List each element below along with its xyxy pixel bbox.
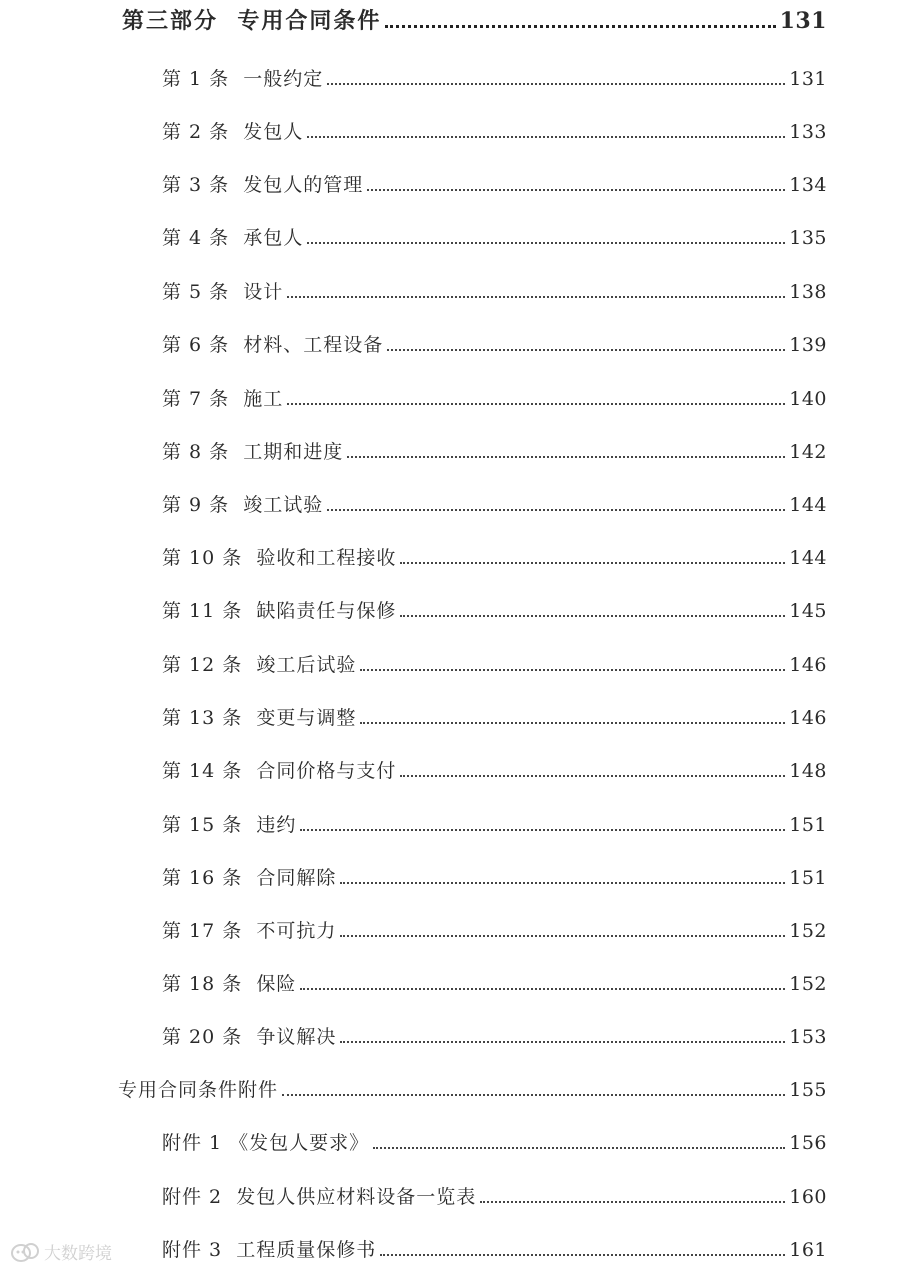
toc-entry-label: 第 9 条 竣工试验 (162, 494, 324, 516)
toc-entry[interactable] (162, 64, 827, 94)
toc-entry[interactable] (162, 756, 827, 786)
toc-page-number: 131 (789, 68, 827, 90)
toc-entry-label: 第三部分 专用合同条件 (122, 8, 382, 34)
toc-page-number: 146 (789, 707, 827, 729)
toc-entry-label: 第 1 条 一般约定 (162, 68, 324, 90)
toc-entry[interactable] (162, 490, 827, 520)
watermark (10, 1239, 112, 1264)
toc-page-number: 139 (789, 334, 827, 356)
toc-entry-label: 第 8 条 工期和进度 (162, 441, 344, 463)
dot-leader (400, 614, 785, 617)
toc-entry[interactable] (162, 437, 827, 467)
toc-entry-label: 第 5 条 设计 (162, 281, 284, 303)
toc-page-number: 160 (789, 1186, 827, 1208)
toc-entry[interactable] (162, 117, 827, 147)
toc-entry-label: 第 16 条 合同解除 (162, 867, 337, 889)
dot-leader (367, 188, 785, 191)
toc-entry-label: 附件 2 发包人供应材料设备一览表 (162, 1186, 477, 1208)
toc-entry-label: 第 18 条 保险 (162, 973, 297, 995)
toc-page-number: 155 (789, 1079, 827, 1101)
dot-leader (327, 508, 785, 511)
toc-entry-label: 第 12 条 竣工后试验 (162, 654, 357, 676)
dot-leader (480, 1200, 785, 1203)
toc-entry-label: 第 13 条 变更与调整 (162, 707, 357, 729)
toc-entry[interactable] (162, 170, 827, 200)
dot-leader (385, 24, 775, 28)
dot-leader (373, 1146, 785, 1149)
toc-entry[interactable] (162, 650, 827, 680)
toc-page-number: 146 (789, 654, 827, 676)
toc-entry-label: 第 3 条 发包人的管理 (162, 174, 364, 196)
toc-page-number: 142 (789, 441, 827, 463)
dot-leader (300, 987, 785, 990)
toc-entry-label: 第 17 条 不可抗力 (162, 920, 337, 942)
toc-page-number: 153 (789, 1026, 827, 1048)
toc-entry-label: 第 10 条 验收和工程接收 (162, 547, 397, 569)
toc-entry-label: 第 2 条 发包人 (162, 121, 304, 143)
toc-page-number: 152 (789, 973, 827, 995)
dot-leader (360, 721, 785, 724)
toc-page-number: 156 (789, 1132, 827, 1154)
toc-attachment[interactable] (162, 1182, 827, 1212)
toc-page-number: 140 (789, 388, 827, 410)
dot-leader (287, 402, 785, 405)
dot-leader (340, 934, 785, 937)
toc-entry[interactable] (162, 223, 827, 253)
watermark-logo-icon (10, 1241, 40, 1263)
toc-page-number: 151 (789, 814, 827, 836)
dot-leader (282, 1093, 785, 1096)
dot-leader (400, 774, 785, 777)
toc-attachment[interactable] (162, 1235, 827, 1265)
toc-entry[interactable] (162, 330, 827, 360)
toc-page-number: 144 (789, 547, 827, 569)
dot-leader (340, 881, 785, 884)
toc-page-number: 144 (789, 494, 827, 516)
dot-leader (327, 82, 785, 85)
dot-leader (387, 348, 785, 351)
toc-page-number: 135 (789, 227, 827, 249)
toc-entry[interactable] (162, 543, 827, 573)
toc-entry[interactable] (162, 863, 827, 893)
toc-entry-label: 第 15 条 违约 (162, 814, 297, 836)
dot-leader (300, 828, 785, 831)
toc-page-number: 131 (779, 8, 827, 34)
toc-entry[interactable] (162, 596, 827, 626)
toc-entry-label: 第 4 条 承包人 (162, 227, 304, 249)
toc-page-number: 145 (789, 600, 827, 622)
toc-page-number: 133 (789, 121, 827, 143)
toc-page-number: 152 (789, 920, 827, 942)
dot-leader (287, 295, 785, 298)
dot-leader (400, 561, 785, 564)
toc-entry-label: 第 7 条 施工 (162, 388, 284, 410)
toc-entry[interactable] (162, 1022, 827, 1052)
toc-entry[interactable] (162, 916, 827, 946)
toc-entry-label: 附件 3 工程质量保修书 (162, 1239, 377, 1261)
toc-entry-label: 第 14 条 合同价格与支付 (162, 760, 397, 782)
dot-leader (340, 1040, 785, 1043)
toc-page-number: 151 (789, 867, 827, 889)
toc-attachment[interactable] (162, 1128, 827, 1158)
toc-entry-label: 专用合同条件附件 (118, 1079, 279, 1101)
toc-entry-label: 第 6 条 材料、工程设备 (162, 334, 384, 356)
dot-leader (307, 241, 785, 244)
toc-page-number: 161 (789, 1239, 827, 1261)
toc-entry-label: 附件 1 《发包人要求》 (162, 1132, 370, 1154)
dot-leader (380, 1253, 785, 1256)
toc-entry[interactable] (162, 384, 827, 414)
toc-page-number: 148 (789, 760, 827, 782)
watermark-text: 大数跨境 (44, 1244, 112, 1264)
toc-part-heading[interactable] (122, 4, 827, 34)
toc-entry-label: 第 11 条 缺陷责任与保修 (162, 600, 397, 622)
dot-leader (360, 668, 785, 671)
toc-page-number: 138 (789, 281, 827, 303)
toc-entry-label: 第 20 条 争议解决 (162, 1026, 337, 1048)
dot-leader (347, 455, 785, 458)
toc-entry[interactable] (162, 969, 827, 999)
toc-entry[interactable] (162, 277, 827, 307)
toc-annex-heading[interactable] (118, 1075, 827, 1105)
toc-page-number: 134 (789, 174, 827, 196)
toc-entry[interactable] (162, 810, 827, 840)
toc-entry[interactable] (162, 703, 827, 733)
dot-leader (307, 135, 785, 138)
